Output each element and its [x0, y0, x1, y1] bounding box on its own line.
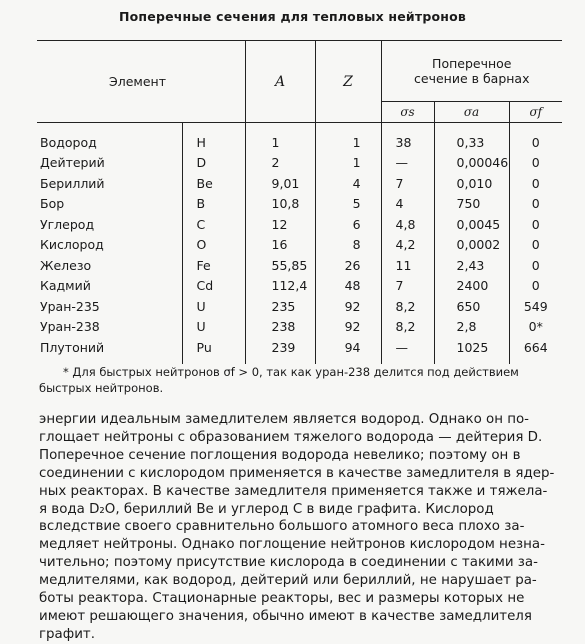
cell-symbol: H	[182, 123, 245, 153]
cell-z: 48	[315, 276, 381, 297]
cell-z: 92	[315, 317, 381, 338]
table-row	[37, 317, 562, 338]
cell-s: 11	[381, 255, 434, 276]
cell-s: 8,2	[381, 296, 434, 317]
cell-aa: 650	[434, 296, 509, 317]
cell-z: 26	[315, 255, 381, 276]
cell-f: 0	[509, 194, 562, 215]
cell-aa: 750	[434, 194, 509, 215]
cell-f: 0	[509, 276, 562, 297]
cell-s: 8,2	[381, 317, 434, 338]
table-row	[37, 194, 562, 215]
cell-f: 0	[509, 235, 562, 256]
cell-name: Кадмий	[40, 278, 91, 294]
table-row	[37, 235, 562, 256]
body-line: я вода D₂O, бериллий Be и углерод C в виде графита. Кислород	[39, 501, 494, 517]
cell-z: 1	[315, 153, 381, 174]
cell-name: Бор	[40, 196, 65, 212]
body-line: медляет нейтроны. Однако поглощение нейтронов кислородом незна-	[39, 537, 545, 553]
cell-name: Железо	[40, 257, 92, 273]
cell-a: 9,01	[245, 173, 315, 194]
cell-symbol: C	[182, 214, 245, 235]
footnote: * Для быстрых нейтронов σf > 0, так как уран-238 делится под действием быстрых нейтронов.	[39, 365, 519, 395]
header-cross-section	[381, 41, 562, 102]
cell-f: 0*	[509, 317, 562, 338]
header-atomic-number: Z	[315, 41, 381, 123]
body-line: соединении с кислородом применяется в качестве замедлителя в ядер-	[39, 465, 555, 481]
cell-z: 5	[315, 194, 381, 215]
cell-symbol: U	[182, 296, 245, 317]
cell-a: 2	[245, 153, 315, 174]
cell-a: 12	[245, 214, 315, 235]
cell-a: 1	[245, 123, 315, 153]
cell-name: Водород	[40, 134, 97, 150]
header-sigma-f: σf	[509, 102, 562, 123]
cell-name: Углерод	[40, 216, 95, 232]
cell-s: —	[381, 153, 434, 174]
header-sigma-s: σs	[381, 102, 434, 123]
body-line: медлителями, как водород, дейтерий или бериллий, не нарушает ра-	[39, 573, 537, 589]
cell-z: 92	[315, 296, 381, 317]
cell-symbol: Be	[182, 173, 245, 194]
cell-s: 4,8	[381, 214, 434, 235]
cell-z: 1	[315, 123, 381, 153]
table-row	[37, 337, 562, 364]
cell-z: 8	[315, 235, 381, 256]
cell-z: 6	[315, 214, 381, 235]
cell-name: Плутоний	[40, 339, 105, 355]
header-element: Элемент	[37, 41, 245, 123]
table-body	[37, 123, 562, 364]
cell-s: 38	[381, 123, 434, 153]
cell-a: 16	[245, 235, 315, 256]
cell-s: 7	[381, 276, 434, 297]
cell-symbol: Cd	[182, 276, 245, 297]
cell-a: 112,4	[245, 276, 315, 297]
cell-f: 549	[509, 296, 562, 317]
cell-name: Бериллий	[40, 175, 105, 191]
table-row	[37, 173, 562, 194]
body-line: чительно; поэтому присутствие кислорода в соединении с такими за-	[39, 555, 538, 571]
body-line: глощает нейтроны с образованием тяжелого водорода — дейтерия D.	[39, 429, 543, 445]
table-row	[37, 276, 562, 297]
cell-symbol: Pu	[182, 337, 245, 364]
cross-section-table	[37, 40, 562, 364]
cell-name: Уран-238	[40, 319, 100, 335]
body-line: Поперечное сечение поглощения водорода невелико; поэтому он в	[39, 447, 521, 463]
body-line: имеют решающего значения, обычно имеют в качестве замедлителя	[39, 608, 532, 624]
table-row	[37, 153, 562, 174]
cell-z: 4	[315, 173, 381, 194]
cell-aa: 2,43	[434, 255, 509, 276]
table-row	[37, 214, 562, 235]
cell-a: 238	[245, 317, 315, 338]
cell-aa: 1025	[434, 337, 509, 364]
cell-symbol: U	[182, 317, 245, 338]
cell-a: 10,8	[245, 194, 315, 215]
body-text	[39, 411, 574, 644]
table-row	[37, 123, 562, 153]
cell-aa: 0,00046	[434, 153, 509, 174]
cell-symbol: D	[182, 153, 245, 174]
cell-f: 664	[509, 337, 562, 364]
cell-name: Дейтерий	[40, 155, 105, 171]
cell-aa: 0,010	[434, 173, 509, 194]
cell-f: 0	[509, 255, 562, 276]
cell-a: 55,85	[245, 255, 315, 276]
cell-aa: 0,33	[434, 123, 509, 153]
cell-s: 7	[381, 173, 434, 194]
cell-name: Кислород	[40, 237, 104, 253]
cell-f: 0	[509, 153, 562, 174]
cell-name: Уран-235	[40, 298, 100, 314]
header-mass-number: A	[245, 41, 315, 123]
cell-aa: 2,8	[434, 317, 509, 338]
cell-s: 4,2	[381, 235, 434, 256]
cell-s: 4	[381, 194, 434, 215]
table-row	[37, 296, 562, 317]
cell-aa: 2400	[434, 276, 509, 297]
body-line: энергии идеальным замедлителем является водород. Однако он по-	[39, 412, 530, 427]
cell-aa: 0,0045	[434, 214, 509, 235]
header-sigma-a: σa	[434, 102, 509, 123]
cell-s: —	[381, 337, 434, 364]
cell-a: 239	[245, 337, 315, 364]
cell-symbol: O	[182, 235, 245, 256]
table-title: Поперечные сечения для тепловых нейтронов	[118, 9, 466, 24]
cell-aa: 0,0002	[434, 235, 509, 256]
body-line: ных реакторах. В качестве замедлителя применяется также и тяжела-	[39, 483, 548, 499]
table-row	[37, 255, 562, 276]
body-line: боты реактора. Стационарные реакторы, вес и размеры которых не	[39, 591, 525, 607]
cell-symbol: B	[182, 194, 245, 215]
cell-f: 0	[509, 173, 562, 194]
cell-f: 0	[509, 214, 562, 235]
cell-z: 94	[315, 337, 381, 364]
cell-symbol: Fe	[182, 255, 245, 276]
cell-a: 235	[245, 296, 315, 317]
header-cross-section-text: Поперечное сечение в барнах	[414, 56, 530, 86]
cell-f: 0	[509, 123, 562, 153]
body-line: графит.	[39, 626, 95, 642]
body-line: вследствие своего сравнительно большого атомного веса плохо за-	[39, 519, 525, 535]
